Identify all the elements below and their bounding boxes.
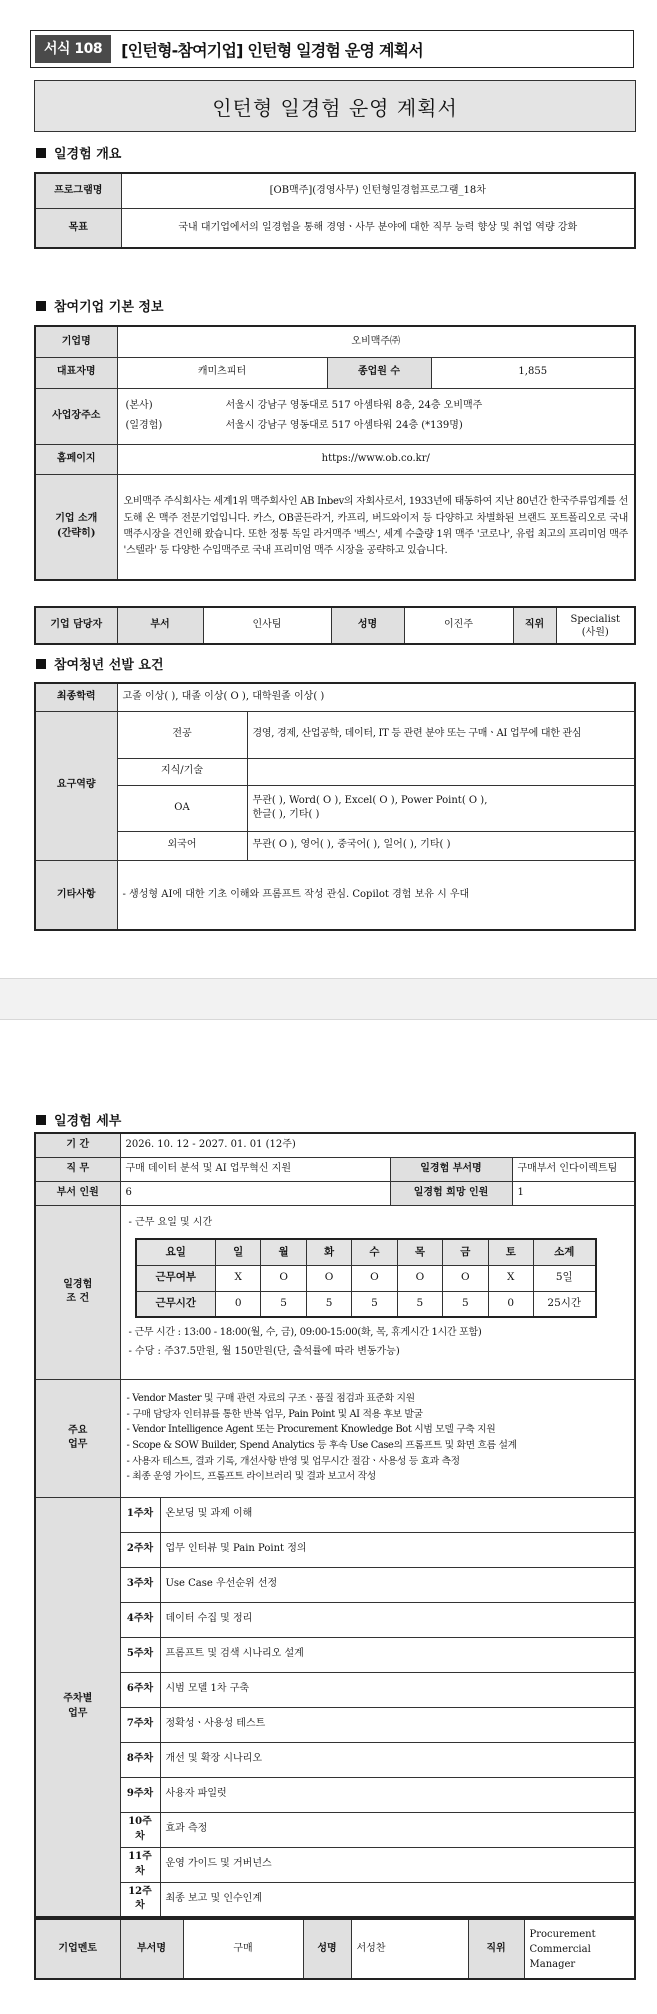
mentor-position-line2: Commercial — [529, 1943, 591, 1955]
week-number: 7주차 — [120, 1707, 160, 1742]
days-header-cell: 소계 — [534, 1239, 596, 1265]
days-header-row — [136, 1239, 596, 1265]
work-dept-value: 구매부서 인다이렉트팀 — [512, 1157, 635, 1181]
week-number: 6주차 — [120, 1672, 160, 1707]
contact-label: 기업 담당자 — [35, 607, 117, 644]
address-cell — [117, 388, 635, 444]
goal-value: 국내 대기업에서의 일경험을 통해 경영ㆍ사무 분야에 대한 직무 능력 향상 및 취업 역량 강화 — [121, 208, 635, 248]
days-hours-cell: 5 — [352, 1291, 397, 1317]
mentor-position-line3: Manager — [529, 1958, 576, 1970]
week-number: 2주차 — [120, 1532, 160, 1567]
education-value: 고졸 이상( ), 대졸 이상( O ), 대학원졸 이상( ) — [117, 683, 635, 711]
main-duties-label — [35, 1379, 120, 1497]
program-name-label: 프로그램명 — [35, 173, 121, 208]
skill-label: 지식/기술 — [117, 758, 247, 785]
days-hours-cell: 0 — [488, 1291, 533, 1317]
conditions-heading: - 근무 요일 및 시간 — [128, 1216, 213, 1228]
ceo-label: 대표자명 — [35, 357, 117, 388]
address-site-value: 서울시 강남구 영동대로 517 아셈타워 24층 (*139명) — [225, 420, 463, 431]
duty-item: - Vendor Master 및 구매 관련 자료의 구조ㆍ품질 점검과 표준화 지원 — [126, 1392, 415, 1404]
week-number: 11주차 — [120, 1847, 160, 1882]
address-site-type: (일경험) — [125, 420, 163, 431]
days-work-cell: O — [261, 1265, 306, 1291]
days-hours-cell: 5 — [397, 1291, 442, 1317]
contact-table — [34, 606, 636, 645]
week-task: Use Case 우선순위 선정 — [160, 1567, 635, 1602]
days-header-cell: 토 — [488, 1239, 533, 1265]
week-task: 프롬프트 및 검색 시나리오 설계 — [160, 1637, 635, 1672]
duty-item: - 사용자 테스트, 결과 기록, 개선사항 반영 및 업무시간 절감ㆍ사용성 등 효과 측정 — [126, 1455, 460, 1467]
duty-item: - 최종 운영 가이드, 프롬프트 라이브러리 및 결과 보고서 작성 — [126, 1471, 376, 1483]
mentor-table — [34, 1918, 636, 1980]
intro-label-line2: (간략히) — [57, 527, 96, 539]
week-task: 데이터 수집 및 정리 — [160, 1602, 635, 1637]
oa-value — [247, 785, 635, 831]
job-label: 직 무 — [35, 1157, 120, 1181]
etc-label: 기타사항 — [35, 860, 117, 930]
homepage-label: 홈페이지 — [35, 444, 117, 474]
language-value: 무관( O ), 영어( ), 중국어( ), 일어( ), 기타( ) — [247, 831, 635, 860]
contact-position-value — [556, 607, 635, 644]
contact-dept-value: 인사팀 — [203, 607, 331, 644]
week-number: 3주차 — [120, 1567, 160, 1602]
weekly-tasks-label-line1: 주차별 — [63, 1693, 93, 1705]
homepage-value: https://www.ob.co.kr/ — [117, 444, 635, 474]
address-hq-value: 서울시 강남구 영동대로 517 아셈타워 8층, 24층 오비맥주 — [225, 399, 483, 411]
conditions-label-line2: 조 건 — [66, 1293, 90, 1304]
days-header-cell: 목 — [397, 1239, 442, 1265]
square-bullet-icon — [36, 659, 46, 669]
week-task: 정확성ㆍ사용성 테스트 — [160, 1707, 635, 1742]
page-2 — [0, 1020, 657, 2014]
section-requirements-title: 참여청년 선발 요건 — [54, 658, 164, 673]
conditions-time: - 근무 시간 : 13:00 - 18:00(월, 수, 금), 09:00-15:00(화, 목, 휴게시간 1시간 포함) — [128, 1327, 482, 1338]
detail-table — [34, 1132, 636, 1918]
square-bullet-icon — [36, 1115, 46, 1125]
duty-item: - 구매 담당자 인터뷰를 통한 반복 업무, Pain Point 및 AI 적용 후보 발굴 — [126, 1408, 423, 1420]
goal-label: 목표 — [35, 208, 121, 248]
conditions-label — [35, 1205, 120, 1379]
section-company-heading — [36, 296, 164, 315]
company-table — [34, 325, 636, 581]
week-task: 운영 가이드 및 거버넌스 — [160, 1847, 635, 1882]
week-task: 사용자 파일럿 — [160, 1777, 635, 1812]
intro-value: 오비맥주 주식회사는 세계1위 맥주회사인 AB Inbev의 자회사로서, 1933년에 태동하여 지난 80년간 한국주류업계를 선도해 온 맥주 전문기업입니다. 카스, OB골든라거, 카프리, 버드와이저 등 다양하고 차별화된 브랜드 포트폴리오로 국내 맥주시장을 견인해 왔습니다. 또한 정통 독일 라거맥주 '벡스', 세계 수출량 1위 맥주 '코로나', 유럽 최고의 프리미엄 맥주 '스텔라' 등 다양한 수입맥주로 국내 프리미엄 맥주 시장을 공략하고 있습니다. — [117, 474, 635, 580]
page-gap — [0, 978, 657, 1020]
square-bullet-icon — [36, 148, 46, 158]
period-label: 기 간 — [35, 1133, 120, 1157]
section-company-title: 참여기업 기본 정보 — [54, 300, 164, 315]
days-work-label: 근무여부 — [136, 1265, 216, 1291]
main-duties-cell — [120, 1379, 635, 1497]
main-duties-label-line1: 주요 — [68, 1424, 88, 1436]
employee-count-value: 1,855 — [431, 357, 635, 388]
language-label: 외국어 — [117, 831, 247, 860]
competency-label: 요구역량 — [35, 711, 117, 860]
requirements-table — [34, 682, 636, 931]
days-header-cell: 화 — [306, 1239, 351, 1265]
employee-count-label: 종업원 수 — [327, 357, 431, 388]
days-hours-row — [136, 1291, 596, 1317]
mentor-label: 기업멘토 — [35, 1919, 120, 1979]
job-value: 구매 데이터 분석 및 AI 업무혁신 지원 — [120, 1157, 390, 1181]
intro-label — [35, 474, 117, 580]
section-overview-title: 일경험 개요 — [54, 147, 122, 162]
days-header-cell: 금 — [443, 1239, 488, 1265]
mentor-name-value: 서성찬 — [351, 1919, 468, 1979]
staff-label: 부서 인원 — [35, 1181, 120, 1205]
mentor-position-label: 직위 — [468, 1919, 524, 1979]
work-days-table — [135, 1238, 597, 1318]
week-number: 4주차 — [120, 1602, 160, 1637]
wanted-count-value: 1 — [512, 1181, 635, 1205]
week-task: 개선 및 확장 시나리오 — [160, 1742, 635, 1777]
week-task: 업무 인터뷰 및 Pain Point 정의 — [160, 1532, 635, 1567]
conditions-cell — [120, 1205, 635, 1379]
mentor-dept-value: 구매 — [183, 1919, 303, 1979]
intro-label-line1: 기업 소개 — [55, 513, 98, 525]
ceo-value: 캐미츠피터 — [117, 357, 327, 388]
oa-value-line2: 한글( ), 기타( ) — [252, 809, 320, 820]
mentor-name-label: 성명 — [303, 1919, 351, 1979]
days-work-cell: X — [216, 1265, 261, 1291]
etc-value: - 생성형 AI에 대한 기초 이해와 프롬프트 작성 관심. Copilot 경험 보유 시 우대 — [117, 860, 635, 930]
wanted-count-label: 일경험 희망 인원 — [390, 1181, 512, 1205]
major-value: 경영, 경제, 산업공학, 데이터, IT 등 관련 분야 또는 구매ㆍAI 업무에 대한 관심 — [247, 711, 635, 758]
staff-value: 6 — [120, 1181, 390, 1205]
mentor-dept-label: 부서명 — [120, 1919, 183, 1979]
contact-position-line2: (사원) — [581, 626, 609, 638]
days-hours-cell: 5 — [261, 1291, 306, 1317]
days-work-cell: O — [397, 1265, 442, 1291]
week-task: 최종 보고 및 인수인계 — [160, 1882, 635, 1917]
address-hq-row — [126, 399, 627, 414]
square-bullet-icon — [36, 301, 46, 311]
oa-value-line1: 무관( ), Word( O ), Excel( O ), Power Point( O ), — [252, 794, 488, 806]
days-work-cell: O — [306, 1265, 351, 1291]
major-label: 전공 — [117, 711, 247, 758]
form-number-badge: 서식 108 — [35, 35, 111, 63]
week-task: 온보딩 및 과제 이해 — [160, 1497, 635, 1532]
period-value: 2026. 10. 12 - 2027. 01. 01 (12주) — [120, 1133, 635, 1157]
contact-position-line1: Specialist — [570, 613, 620, 625]
mentor-position-line1: Procurement — [529, 1928, 596, 1940]
skill-value — [247, 758, 635, 785]
main-duties-label-line2: 업무 — [68, 1439, 88, 1450]
duty-item: - Vendor Intelligence Agent 또는 Procurement Knowledge Bot 시범 모델 구축 지원 — [126, 1424, 496, 1436]
days-hours-cell: 0 — [216, 1291, 261, 1317]
section-detail-heading — [36, 1110, 121, 1129]
days-work-cell: O — [443, 1265, 488, 1291]
days-work-total: 5일 — [534, 1265, 596, 1291]
document-title: 인턴형 일경험 운영 계획서 — [34, 80, 636, 132]
company-name-label: 기업명 — [35, 326, 117, 357]
week-task: 시범 모델 1차 구축 — [160, 1672, 635, 1707]
overview-table — [34, 172, 636, 249]
form-title: [인턴형-참여기업] 인턴형 일경험 운영 계획서 — [121, 40, 423, 60]
work-dept-label: 일경험 부서명 — [390, 1157, 512, 1181]
week-number: 12주차 — [120, 1882, 160, 1917]
days-hours-cell: 5 — [443, 1291, 488, 1317]
week-number: 1주차 — [120, 1497, 160, 1532]
contact-name-label: 성명 — [331, 607, 404, 644]
week-number: 9주차 — [120, 1777, 160, 1812]
days-hours-cell: 5 — [306, 1291, 351, 1317]
address-site-row — [126, 419, 627, 434]
duty-item: - Scope & SOW Builder, Spend Analytics 등 후속 Use Case의 프롬프트 및 화면 흐름 설계 — [126, 1440, 517, 1451]
days-work-cell: X — [488, 1265, 533, 1291]
address-label: 사업장주소 — [35, 388, 117, 444]
days-header-cell: 일 — [216, 1239, 261, 1265]
days-header-cell: 수 — [352, 1239, 397, 1265]
contact-position-label: 직위 — [513, 607, 556, 644]
conditions-pay: - 수당 : 주37.5만원, 월 150만원(단, 출석률에 따라 변동가능) — [128, 1345, 400, 1357]
week-task: 효과 측정 — [160, 1812, 635, 1847]
weekly-tasks-label — [35, 1497, 120, 1917]
form-header — [30, 30, 634, 68]
section-detail-title: 일경험 세부 — [54, 1114, 122, 1129]
days-work-cell: O — [352, 1265, 397, 1291]
section-overview-heading — [36, 143, 121, 162]
week-number: 5주차 — [120, 1637, 160, 1672]
days-header-cell: 요일 — [136, 1239, 216, 1265]
contact-dept-label: 부서 — [117, 607, 203, 644]
company-name-value: 오비맥주㈜ — [117, 326, 635, 357]
days-header-cell: 월 — [261, 1239, 306, 1265]
days-hours-label: 근무시간 — [136, 1291, 216, 1317]
conditions-label-line1: 일경험 — [63, 1278, 93, 1290]
days-hours-total: 25시간 — [534, 1291, 596, 1317]
address-hq-type: (본사) — [125, 399, 153, 411]
week-number: 10주차 — [120, 1812, 160, 1847]
days-work-row — [136, 1265, 596, 1291]
weekly-tasks-label-line2: 업무 — [68, 1707, 88, 1719]
program-name-value: [OB맥주](경영사무) 인턴형일경험프로그램_18차 — [121, 173, 635, 208]
week-number: 8주차 — [120, 1742, 160, 1777]
mentor-position-value — [524, 1919, 635, 1979]
oa-label: OA — [117, 785, 247, 831]
page-1 — [0, 0, 657, 978]
contact-name-value: 이진주 — [404, 607, 513, 644]
section-requirements-heading — [36, 654, 164, 673]
education-label: 최종학력 — [35, 683, 117, 711]
